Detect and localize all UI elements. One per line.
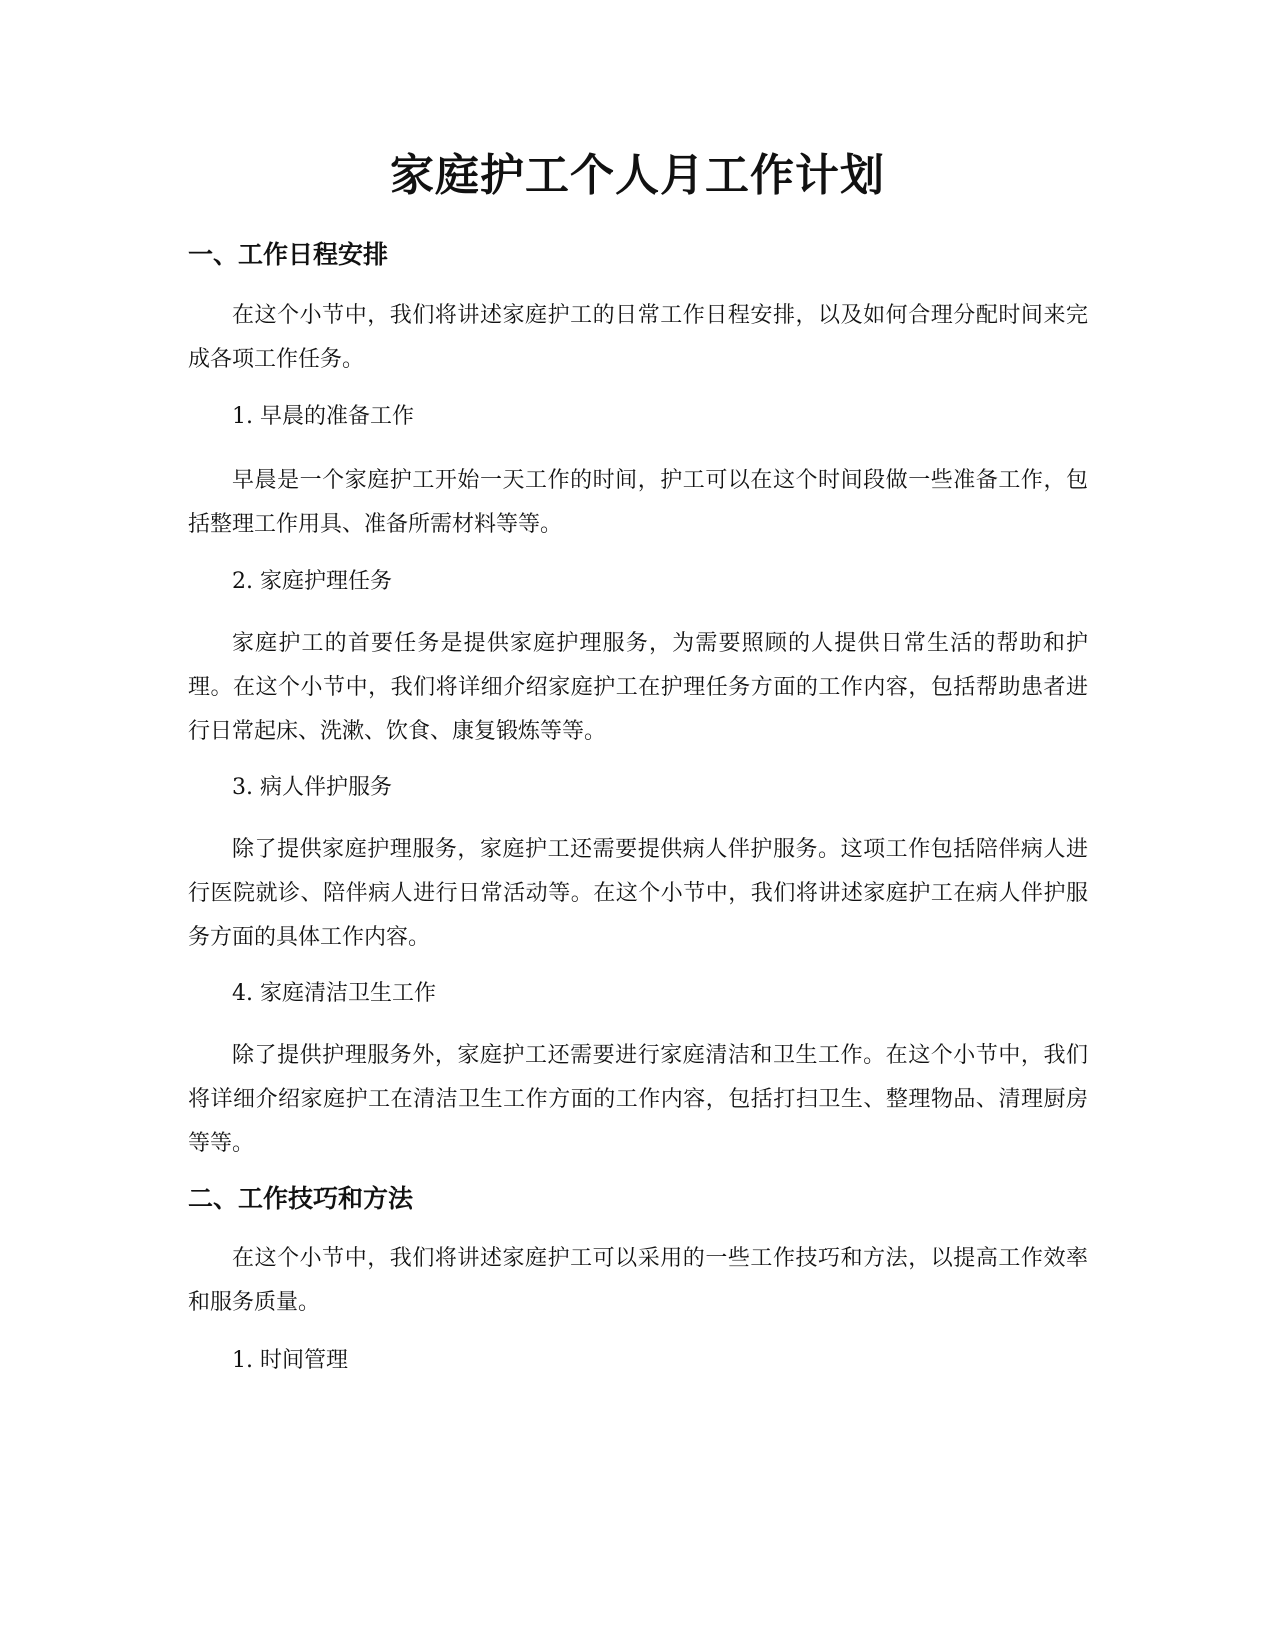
list-item-time-management: 1. 时间管理 — [232, 1348, 348, 1373]
list-item-home-care: 2. 家庭护理任务 — [232, 569, 392, 594]
section-heading-schedule: 一、工作日程安排 — [188, 240, 389, 269]
list-item-cleaning: 4. 家庭清洁卫生工作 — [232, 981, 436, 1006]
document-title: 家庭护工个人月工作计划 — [390, 150, 885, 201]
section2-intro-paragraph: 在这个小节中，我们将讲述家庭护工可以采用的一些工作技巧和方法，以提高工作效率和服务质量。 — [188, 1246, 1088, 1315]
section1-intro-paragraph: 在这个小节中，我们将讲述家庭护工的日常工作日程安排，以及如何合理分配时间来完成各项工作任务。 — [188, 303, 1088, 372]
paragraph-cleaning: 除了提供护理服务外，家庭护工还需要进行家庭清洁和卫生工作。在这个小节中，我们将详细介绍家庭护工在清洁卫生工作方面的工作内容，包括打扫卫生、整理物品、清理厨房等等。 — [188, 1043, 1088, 1156]
list-item-patient-companion: 3. 病人伴护服务 — [232, 775, 392, 800]
paragraph-morning-prep: 早晨是一个家庭护工开始一天工作的时间，护工可以在这个时间段做一些准备工作，包括整理工作用具、准备所需材料等等。 — [188, 468, 1088, 537]
list-item-morning-prep: 1. 早晨的准备工作 — [232, 404, 414, 429]
paragraph-patient-companion: 除了提供家庭护理服务，家庭护工还需要提供病人伴护服务。这项工作包括陪伴病人进行医院就诊、陪伴病人进行日常活动等。在这个小节中，我们将讲述家庭护工在病人伴护服务方面的具体工作内容。 — [188, 837, 1088, 950]
paragraph-home-care: 家庭护工的首要任务是提供家庭护理服务，为需要照顾的人提供日常生活的帮助和护理。在这个小节中，我们将详细介绍家庭护工在护理任务方面的工作内容，包括帮助患者进行日常起床、洗漱、饮食、康复锻炼等等。 — [188, 631, 1088, 744]
section-heading-techniques: 二、工作技巧和方法 — [188, 1184, 414, 1213]
